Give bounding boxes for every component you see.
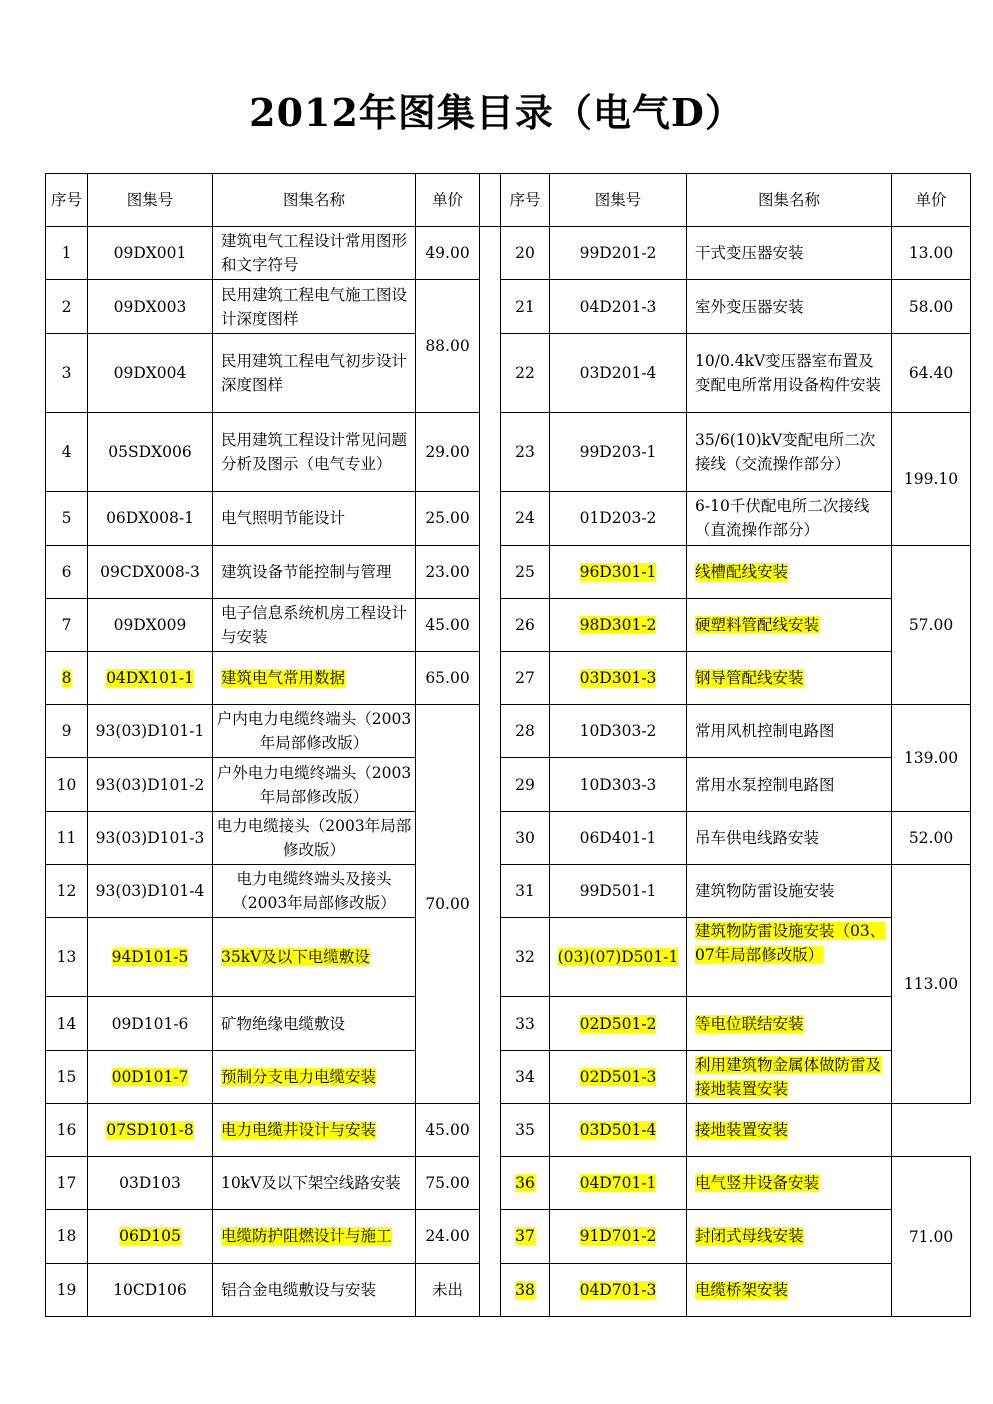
code-cell: 03D301-3: [550, 652, 687, 705]
name-cell: 建筑电气工程设计常用图形和文字符号: [213, 227, 416, 280]
table-row: [46, 492, 971, 545]
name-cell: 建筑设备节能控制与管理: [213, 545, 416, 598]
name-cell: 等电位联结安装: [687, 997, 892, 1050]
code-cell: 00D101-7: [88, 1050, 213, 1103]
seq-cell: 34: [501, 1050, 550, 1103]
seq-cell: 3: [46, 333, 88, 412]
name-cell: 线槽配线安装: [687, 545, 892, 598]
code-cell: 02D501-3: [550, 1050, 687, 1103]
seq-cell: 32: [501, 918, 550, 997]
seq-cell: 23: [501, 413, 550, 492]
header-code: 图集号: [550, 174, 687, 227]
seq-cell: 4: [46, 413, 88, 492]
table-row: [46, 413, 971, 492]
seq-cell: 38: [501, 1263, 550, 1316]
seq-cell: 29: [501, 758, 550, 811]
name-cell: 吊车供电线路安装: [687, 811, 892, 864]
name-cell: 室外变压器安装: [687, 280, 892, 333]
code-cell: 04D701-1: [550, 1157, 687, 1210]
seq-cell: 13: [46, 918, 88, 997]
code-cell: 04D701-3: [550, 1263, 687, 1316]
seq-cell: 11: [46, 811, 88, 864]
price-cell: 45.00: [416, 598, 480, 651]
name-cell: 常用水泵控制电路图: [687, 758, 892, 811]
seq-cell: 30: [501, 811, 550, 864]
name-cell: 建筑物防雷设施安装: [687, 864, 892, 917]
code-cell: 04D201-3: [550, 280, 687, 333]
price-cell: 29.00: [416, 413, 480, 492]
name-cell: 电缆防护阻燃设计与施工: [213, 1210, 416, 1263]
price-cell: 52.00: [892, 811, 971, 864]
name-cell: 钢导管配线安装: [687, 652, 892, 705]
code-cell: 03D201-4: [550, 333, 687, 412]
name-cell: 35kV及以下电缆敷设: [213, 918, 416, 997]
code-cell: 09DX003: [88, 280, 213, 333]
price-cell: 未出: [416, 1263, 480, 1316]
price-cell: 23.00: [416, 545, 480, 598]
code-cell: (03)(07)D501-1: [550, 918, 687, 997]
table-row: [46, 1210, 971, 1263]
header-seq: 序号: [501, 174, 550, 227]
code-cell: 99D201-2: [550, 227, 687, 280]
name-cell: 民用建筑工程电气施工图设计深度图样: [213, 280, 416, 333]
seq-cell: 26: [501, 598, 550, 651]
name-cell: 电力电缆井设计与安装: [213, 1103, 416, 1156]
header-code: 图集号: [88, 174, 213, 227]
name-cell: 电力电缆接头（2003年局部修改版）: [213, 811, 416, 864]
name-cell: 建筑物防雷设施安装（03、07年局部修改版）: [687, 918, 892, 997]
code-cell: 93(03)D101-3: [88, 811, 213, 864]
name-cell: 电缆桥架安装: [687, 1263, 892, 1316]
seq-cell: 19: [46, 1263, 88, 1316]
header-row: [46, 174, 971, 227]
code-cell: 05SDX006: [88, 413, 213, 492]
code-cell: 09DX009: [88, 598, 213, 651]
name-cell: 民用建筑工程电气初步设计深度图样: [213, 333, 416, 412]
price-cell: 88.00: [416, 280, 480, 413]
table-row: [46, 1157, 971, 1210]
name-cell: 硬塑料管配线安装: [687, 598, 892, 651]
code-cell: 93(03)D101-4: [88, 864, 213, 917]
code-cell: 98D301-2: [550, 598, 687, 651]
table-row: [46, 758, 971, 811]
seq-cell: 28: [501, 705, 550, 758]
header-price: 单价: [416, 174, 480, 227]
code-cell: 01D203-2: [550, 492, 687, 545]
seq-cell: 18: [46, 1210, 88, 1263]
name-cell: 民用建筑工程设计常见问题分析及图示（电气专业）: [213, 413, 416, 492]
table-row: [46, 705, 971, 758]
seq-cell: 12: [46, 864, 88, 917]
name-cell: 电子信息系统机房工程设计与安装: [213, 598, 416, 651]
code-cell: 10D303-3: [550, 758, 687, 811]
table-row: [46, 545, 971, 598]
page-title: 2012年图集目录（电气D）: [249, 90, 744, 135]
price-cell: 139.00: [892, 705, 971, 811]
name-cell: 户外电力电缆终端头（2003年局部修改版）: [213, 758, 416, 811]
price-cell: 45.00: [416, 1103, 480, 1156]
name-cell: 10/0.4kV变压器室布置及变配电所常用设备构件安装: [687, 333, 892, 412]
name-cell: 35/6(10)kV变配电所二次接线（交流操作部分）: [687, 413, 892, 492]
table-row: [46, 918, 971, 997]
seq-cell: 5: [46, 492, 88, 545]
code-cell: 93(03)D101-1: [88, 705, 213, 758]
code-cell: 09CDX008-3: [88, 545, 213, 598]
table-row: [46, 1050, 971, 1103]
name-cell: 矿物绝缘电缆敷设: [213, 997, 416, 1050]
code-cell: 09DX004: [88, 333, 213, 412]
seq-cell: 21: [501, 280, 550, 333]
seq-cell: 16: [46, 1103, 88, 1156]
seq-cell: 8: [46, 652, 88, 705]
seq-cell: 31: [501, 864, 550, 917]
code-cell: 06D401-1: [550, 811, 687, 864]
name-cell: 电力电缆终端头及接头（2003年局部修改版）: [213, 864, 416, 917]
code-cell: 04DX101-1: [88, 652, 213, 705]
table-row: [46, 1263, 971, 1316]
code-cell: 94D101-5: [88, 918, 213, 997]
price-cell: 24.00: [416, 1210, 480, 1263]
table-row: [46, 864, 971, 917]
code-cell: 06D105: [88, 1210, 213, 1263]
seq-cell: 6: [46, 545, 88, 598]
price-cell: 49.00: [416, 227, 480, 280]
code-cell: 03D103: [88, 1157, 213, 1210]
name-cell: 6-10千伏配电所二次接线（直流操作部分）: [687, 492, 892, 545]
table-row: [46, 227, 971, 280]
seq-cell: 25: [501, 545, 550, 598]
seq-cell: 33: [501, 997, 550, 1050]
catalog-table: [45, 173, 971, 1317]
code-cell: 09DX001: [88, 227, 213, 280]
price-cell: 64.40: [892, 333, 971, 412]
seq-cell: 14: [46, 997, 88, 1050]
seq-cell: 2: [46, 280, 88, 333]
price-cell: 25.00: [416, 492, 480, 545]
header-price: 单价: [892, 174, 971, 227]
column-gap: [480, 227, 501, 1317]
code-cell: 03D501-4: [550, 1103, 687, 1156]
code-cell: 06DX008-1: [88, 492, 213, 545]
price-cell: 13.00: [892, 227, 971, 280]
table-row: [46, 652, 971, 705]
name-cell: 利用建筑物金属体做防雷及接地装置安装: [687, 1050, 892, 1103]
seq-cell: 10: [46, 758, 88, 811]
code-cell: 10CD106: [88, 1263, 213, 1316]
code-cell: 99D501-1: [550, 864, 687, 917]
name-cell: 户内电力电缆终端头（2003年局部修改版）: [213, 705, 416, 758]
code-cell: 99D203-1: [550, 413, 687, 492]
code-cell: 09D101-6: [88, 997, 213, 1050]
table-row: [46, 280, 971, 333]
code-cell: 10D303-2: [550, 705, 687, 758]
seq-cell: 17: [46, 1157, 88, 1210]
code-cell: 93(03)D101-2: [88, 758, 213, 811]
table-row: [46, 1103, 971, 1156]
name-cell: 铝合金电缆敷设与安装: [213, 1263, 416, 1316]
seq-cell: 35: [501, 1103, 550, 1156]
seq-cell: 9: [46, 705, 88, 758]
name-cell: 接地装置安装: [687, 1103, 892, 1156]
seq-cell: 22: [501, 333, 550, 412]
table-row: [46, 811, 971, 864]
name-cell: 电气竖井设备安装: [687, 1157, 892, 1210]
table-row: [46, 997, 971, 1050]
name-cell: 预制分支电力电缆安装: [213, 1050, 416, 1103]
table-row: [46, 333, 971, 412]
seq-cell: 36: [501, 1157, 550, 1210]
price-cell: 70.00: [416, 705, 480, 1104]
name-cell: 建筑电气常用数据: [213, 652, 416, 705]
code-cell: 02D501-2: [550, 997, 687, 1050]
name-cell: 10kV及以下架空线路安装: [213, 1157, 416, 1210]
name-cell: 干式变压器安装: [687, 227, 892, 280]
price-cell: 71.00: [892, 1157, 971, 1317]
name-cell: 常用风机控制电路图: [687, 705, 892, 758]
seq-cell: 15: [46, 1050, 88, 1103]
table-row: [46, 598, 971, 651]
price-cell: 113.00: [892, 864, 971, 1103]
price-cell: 65.00: [416, 652, 480, 705]
name-cell: 电气照明节能设计: [213, 492, 416, 545]
price-cell: 75.00: [416, 1157, 480, 1210]
price-cell: 58.00: [892, 280, 971, 333]
seq-cell: 37: [501, 1210, 550, 1263]
column-gap: [480, 174, 501, 227]
seq-cell: 27: [501, 652, 550, 705]
seq-cell: 24: [501, 492, 550, 545]
seq-cell: 7: [46, 598, 88, 651]
header-name: 图集名称: [213, 174, 416, 227]
price-cell: 199.10: [892, 413, 971, 546]
name-cell: 封闭式母线安装: [687, 1210, 892, 1263]
code-cell: 91D701-2: [550, 1210, 687, 1263]
header-name: 图集名称: [687, 174, 892, 227]
code-cell: 07SD101-8: [88, 1103, 213, 1156]
seq-cell: 20: [501, 227, 550, 280]
header-seq: 序号: [46, 174, 88, 227]
seq-cell: 1: [46, 227, 88, 280]
price-cell: 57.00: [892, 545, 971, 705]
code-cell: 96D301-1: [550, 545, 687, 598]
